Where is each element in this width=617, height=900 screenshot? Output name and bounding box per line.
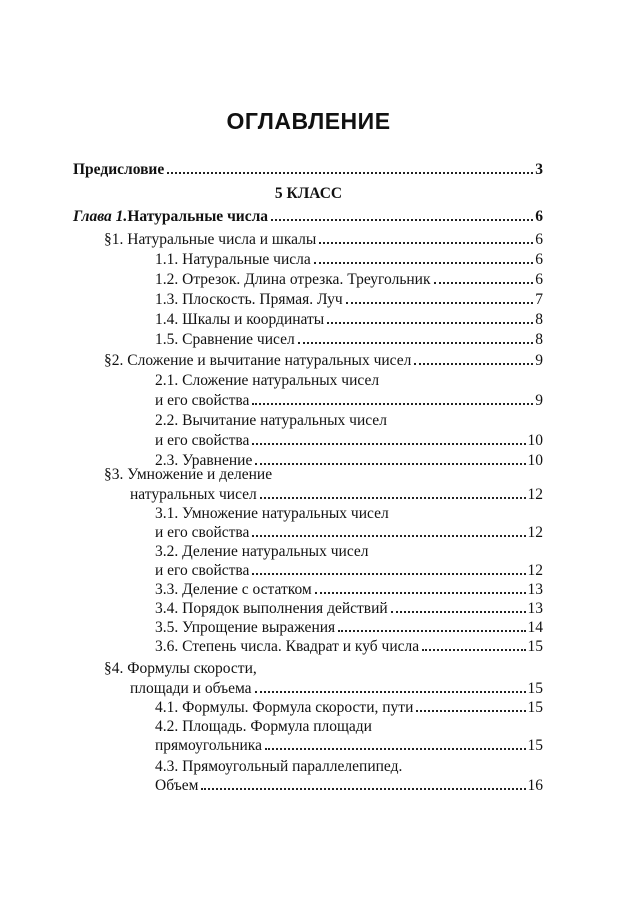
toc-entry-2-1[interactable] bbox=[155, 391, 543, 411]
toc-entry-3-3[interactable] bbox=[155, 580, 543, 600]
toc-entry-page: 8 bbox=[535, 331, 543, 348]
dot-leader bbox=[252, 535, 525, 537]
dot-leader bbox=[265, 748, 526, 750]
toc-entry-section-4-line1[interactable]: §4. Формулы скорости, bbox=[104, 660, 257, 677]
dot-leader bbox=[315, 592, 526, 594]
toc-entry-3-1-line1[interactable]: 3.1. Умножение натуральных чисел bbox=[155, 505, 389, 522]
toc-entry-section-3[interactable] bbox=[130, 485, 543, 505]
toc-entry-page: 6 bbox=[535, 251, 543, 268]
toc-entry-label: Объем bbox=[155, 777, 199, 794]
toc-entry-label: площади и объема bbox=[130, 680, 252, 697]
dot-leader bbox=[416, 710, 525, 712]
toc-entry-label: прямоугольника bbox=[155, 737, 262, 754]
toc-entry-label: 1.3. Плоскость. Прямая. Луч bbox=[155, 291, 343, 308]
toc-entry-preface[interactable] bbox=[73, 160, 543, 180]
toc-entry-label: натуральных чисел bbox=[130, 486, 257, 503]
dot-leader bbox=[167, 172, 533, 174]
toc-entry-label: 1.4. Шкалы и координаты bbox=[155, 311, 325, 328]
toc-entry-label: 3.5. Упрощение выражения bbox=[155, 619, 336, 636]
dot-leader bbox=[319, 242, 533, 244]
toc-entry-page: 9 bbox=[535, 392, 543, 409]
toc-entry-page: 6 bbox=[535, 208, 543, 225]
toc-entry-label: 1.1. Натуральные числа bbox=[155, 251, 311, 268]
toc-entry-page: 10 bbox=[527, 432, 543, 449]
dot-leader bbox=[255, 691, 526, 693]
toc-entry-chapter-1[interactable] bbox=[73, 207, 543, 227]
toc-entry-page: 13 bbox=[527, 581, 543, 598]
toc-entry-page: 9 bbox=[535, 352, 543, 369]
toc-entry-page: 15 bbox=[527, 680, 543, 697]
toc-entry-section-4[interactable] bbox=[130, 679, 543, 699]
toc-entry-2-1-line1[interactable]: 2.1. Сложение натуральных чисел bbox=[155, 372, 380, 389]
dot-leader bbox=[414, 363, 533, 365]
dot-leader bbox=[327, 322, 533, 324]
dot-leader bbox=[391, 611, 526, 613]
toc-entry-1-3[interactable] bbox=[155, 290, 543, 310]
toc-entry-4-1[interactable] bbox=[155, 698, 543, 718]
toc-entry-label: 3.3. Деление с остатком bbox=[155, 581, 312, 598]
toc-entry-label: 2.3. Уравнение bbox=[155, 452, 253, 469]
dot-leader bbox=[252, 573, 525, 575]
dot-leader bbox=[255, 463, 525, 465]
dot-leader bbox=[314, 262, 534, 264]
toc-entry-1-5[interactable] bbox=[155, 330, 543, 350]
toc-entry-page: 6 bbox=[535, 271, 543, 288]
dot-leader bbox=[298, 342, 534, 344]
toc-entry-3-4[interactable] bbox=[155, 599, 543, 619]
toc-entry-3-5[interactable] bbox=[155, 618, 543, 638]
toc-entry-page: 12 bbox=[527, 486, 543, 503]
toc-entry-label: и его свойства bbox=[155, 392, 250, 409]
toc-entry-label: и его свойства bbox=[155, 562, 250, 579]
dot-leader bbox=[338, 630, 525, 632]
page-title: ОГЛАВЛЕНИЕ bbox=[226, 108, 391, 134]
dot-leader bbox=[252, 443, 525, 445]
toc-entry-page: 12 bbox=[527, 562, 543, 579]
toc-entry-label: и его свойства bbox=[155, 432, 250, 449]
toc-entry-3-2[interactable] bbox=[155, 561, 543, 581]
chapter-prefix: Глава 1. bbox=[73, 208, 128, 225]
toc-entry-label: 3.4. Порядок выполнения действий bbox=[155, 600, 388, 617]
toc-entry-page: 7 bbox=[535, 291, 543, 308]
toc-entry-label: Натуральные числа bbox=[127, 208, 269, 225]
toc-entry-4-3-line1[interactable]: 4.3. Прямоугольный параллелепипед. bbox=[155, 758, 403, 775]
toc-entry-section-1[interactable] bbox=[104, 230, 543, 250]
dot-leader bbox=[346, 302, 534, 304]
toc-entry-page: 3 bbox=[535, 161, 543, 178]
toc-entry-2-2-line1[interactable]: 2.2. Вычитание натуральных чисел bbox=[155, 412, 387, 429]
toc-entry-page: 12 bbox=[527, 524, 543, 541]
toc-entry-1-4[interactable] bbox=[155, 310, 543, 330]
toc-entry-2-2[interactable] bbox=[155, 431, 543, 451]
toc-entry-4-3[interactable] bbox=[155, 776, 543, 796]
toc-entry-page: 15 bbox=[527, 737, 543, 754]
toc-entry-label: 1.5. Сравнение чисел bbox=[155, 331, 295, 348]
dot-leader bbox=[271, 219, 533, 221]
dot-leader bbox=[260, 497, 526, 499]
toc-entry-page: 8 bbox=[535, 311, 543, 328]
toc-entry-page: 6 bbox=[535, 231, 543, 248]
toc-entry-4-2-line1[interactable]: 4.2. Площадь. Формула площади bbox=[155, 718, 372, 735]
toc-entry-label: §2. Сложение и вычитание натуральных чисел bbox=[104, 352, 412, 369]
toc-entry-section-2[interactable] bbox=[104, 351, 543, 371]
toc-entry-page: 16 bbox=[527, 777, 543, 794]
toc-entry-3-1[interactable] bbox=[155, 523, 543, 543]
toc-entry-label: Предисловие bbox=[73, 161, 165, 178]
dot-leader bbox=[434, 282, 534, 284]
dot-leader bbox=[422, 649, 525, 651]
toc-entry-1-1[interactable] bbox=[155, 250, 543, 270]
grade-heading: 5 КЛАСС bbox=[274, 185, 343, 202]
toc-entry-page: 15 bbox=[527, 699, 543, 716]
toc-entry-page: 14 bbox=[527, 619, 543, 636]
toc-entry-3-6[interactable] bbox=[155, 637, 543, 657]
toc-entry-label: 3.6. Степень числа. Квадрат и куб числа bbox=[155, 638, 420, 655]
toc-entry-1-2[interactable] bbox=[155, 270, 543, 290]
toc-entry-page: 15 bbox=[527, 638, 543, 655]
dot-leader bbox=[201, 788, 525, 790]
toc-entry-4-2[interactable] bbox=[155, 736, 543, 756]
toc-entry-page: 13 bbox=[527, 600, 543, 617]
toc-entry-page: 10 bbox=[527, 452, 543, 469]
toc-entry-label: и его свойства bbox=[155, 524, 250, 541]
toc-entry-label: 1.2. Отрезок. Длина отрезка. Треугольник bbox=[155, 271, 431, 288]
dot-leader bbox=[252, 403, 533, 405]
toc-entry-label: §1. Натуральные числа и шкалы bbox=[104, 231, 317, 248]
toc-entry-label: 4.1. Формулы. Формула скорости, пути bbox=[155, 699, 414, 716]
toc-entry-section-3-line1[interactable]: §3. Умножение и деление bbox=[104, 466, 273, 483]
toc-entry-3-2-line1[interactable]: 3.2. Деление натуральных чисел bbox=[155, 543, 369, 560]
